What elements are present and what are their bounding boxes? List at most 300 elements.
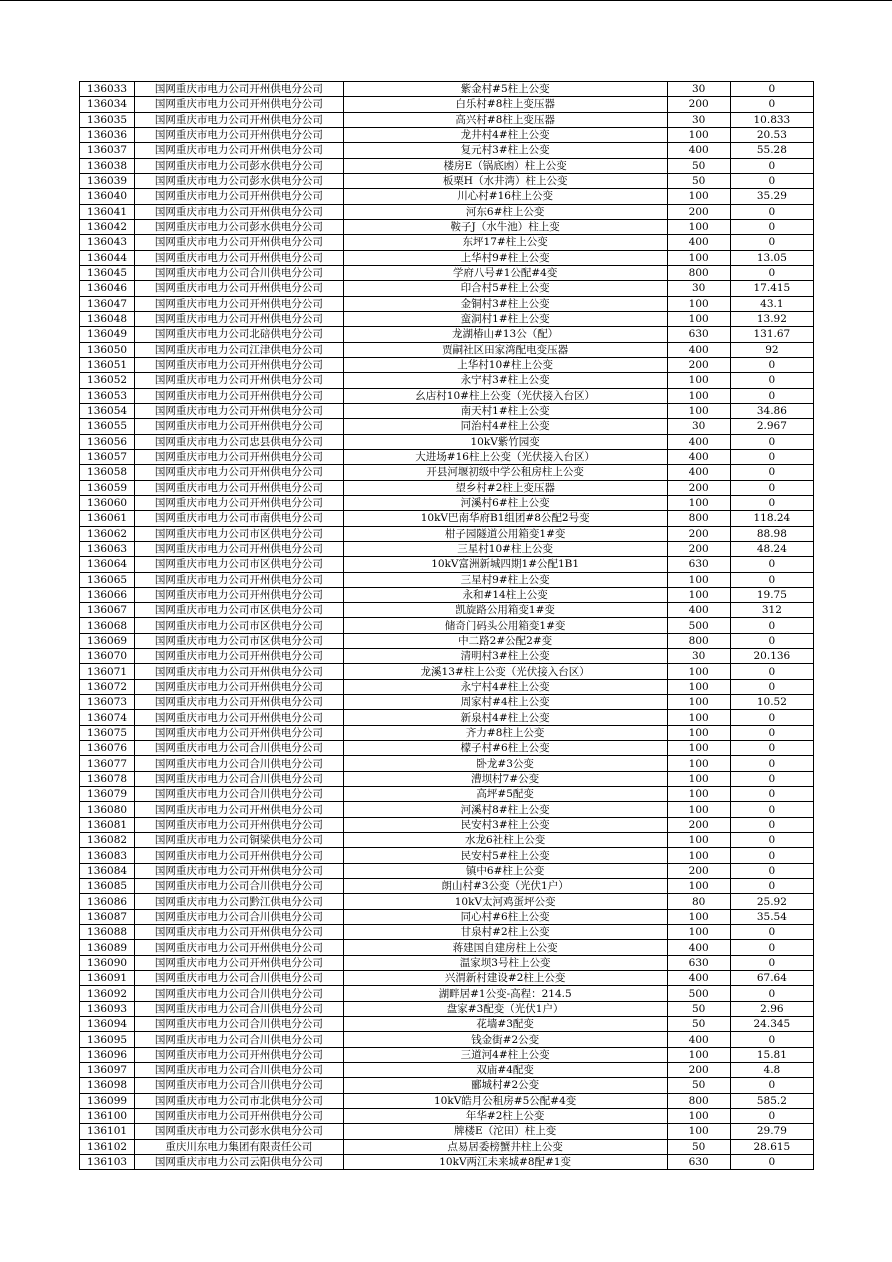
company-cell: 国网重庆市电力公司开州供电分公司 xyxy=(135,97,344,112)
transformer-name-cell: 同治村4#柱上公变 xyxy=(343,419,667,434)
load-cell: 55.28 xyxy=(730,143,813,158)
record-id-cell: 136074 xyxy=(80,710,135,725)
table-row xyxy=(80,173,814,188)
table-row xyxy=(80,664,814,679)
table-row xyxy=(80,250,814,265)
load-cell: 28.615 xyxy=(730,1139,813,1154)
transformer-name-cell: 鞍子J（水牛池）柱上变 xyxy=(343,219,667,234)
transformer-name-cell: 川心村#16柱上公变 xyxy=(343,189,667,204)
load-cell: 0 xyxy=(730,771,813,786)
transformer-name-cell: 温家坝3号柱上公变 xyxy=(343,955,667,970)
transformer-name-cell: 凯旋路公用箱变1#变 xyxy=(343,603,667,618)
record-id-cell: 136100 xyxy=(80,1108,135,1123)
load-cell: 0 xyxy=(730,97,813,112)
table-row xyxy=(80,342,814,357)
table-row xyxy=(80,327,814,342)
table-row xyxy=(80,403,814,418)
company-cell: 国网重庆市电力公司开州供电分公司 xyxy=(135,572,344,587)
capacity-cell: 100 xyxy=(667,127,730,142)
record-id-cell: 136061 xyxy=(80,511,135,526)
transformer-name-cell: 镇中6#柱上公变 xyxy=(343,863,667,878)
record-id-cell: 136064 xyxy=(80,557,135,572)
transformer-name-cell: 南天村1#柱上公变 xyxy=(343,403,667,418)
transformer-name-cell: 龙溪13#柱上公变（光伏接入台区） xyxy=(343,664,667,679)
load-cell: 0 xyxy=(730,173,813,188)
record-id-cell: 136066 xyxy=(80,587,135,602)
load-cell: 0 xyxy=(730,833,813,848)
load-cell: 0 xyxy=(730,204,813,219)
table-row xyxy=(80,373,814,388)
load-cell: 34.86 xyxy=(730,403,813,418)
table-row xyxy=(80,281,814,296)
transformer-name-cell: 储奇门码头公用箱变1#变 xyxy=(343,618,667,633)
table-row xyxy=(80,1139,814,1154)
transformer-name-cell: 河东6#柱上公变 xyxy=(343,204,667,219)
load-cell: 67.64 xyxy=(730,971,813,986)
load-cell: 10.52 xyxy=(730,695,813,710)
load-cell: 48.24 xyxy=(730,541,813,556)
company-cell: 国网重庆市电力公司忠县供电分公司 xyxy=(135,434,344,449)
table-row xyxy=(80,296,814,311)
capacity-cell: 100 xyxy=(667,373,730,388)
table-row xyxy=(80,879,814,894)
capacity-cell: 400 xyxy=(667,940,730,955)
table-row xyxy=(80,679,814,694)
company-cell: 国网重庆市电力公司合川供电分公司 xyxy=(135,265,344,280)
table-row xyxy=(80,434,814,449)
load-cell: 0 xyxy=(730,449,813,464)
record-id-cell: 136099 xyxy=(80,1093,135,1108)
table-row xyxy=(80,1078,814,1093)
capacity-cell: 50 xyxy=(667,1078,730,1093)
transformer-name-cell: 年华#2柱上公变 xyxy=(343,1108,667,1123)
load-cell: 0 xyxy=(730,756,813,771)
transformer-name-cell: 10kV巴南华府B1组团#8公配2号变 xyxy=(343,511,667,526)
company-cell: 国网重庆市电力公司开州供电分公司 xyxy=(135,1047,344,1062)
company-cell: 国网重庆市电力公司彭水供电分公司 xyxy=(135,1124,344,1139)
company-cell: 国网重庆市电力公司开州供电分公司 xyxy=(135,925,344,940)
load-cell: 0 xyxy=(730,1032,813,1047)
record-id-cell: 136102 xyxy=(80,1139,135,1154)
load-cell: 0 xyxy=(730,480,813,495)
load-cell: 0 xyxy=(730,465,813,480)
table-row xyxy=(80,894,814,909)
capacity-cell: 400 xyxy=(667,235,730,250)
table-row xyxy=(80,1001,814,1016)
table-row xyxy=(80,219,814,234)
table-row xyxy=(80,1017,814,1032)
transformer-name-cell: 印合村5#柱上公变 xyxy=(343,281,667,296)
load-cell: 0 xyxy=(730,219,813,234)
table-row xyxy=(80,725,814,740)
capacity-cell: 400 xyxy=(667,971,730,986)
load-cell: 0 xyxy=(730,679,813,694)
company-cell: 国网重庆市电力公司开州供电分公司 xyxy=(135,695,344,710)
capacity-cell: 100 xyxy=(667,1124,730,1139)
table-row xyxy=(80,695,814,710)
table-row xyxy=(80,480,814,495)
company-cell: 国网重庆市电力公司合川供电分公司 xyxy=(135,1032,344,1047)
record-id-cell: 136068 xyxy=(80,618,135,633)
table-row xyxy=(80,495,814,510)
company-cell: 国网重庆市电力公司云阳供电分公司 xyxy=(135,1154,344,1169)
capacity-cell: 400 xyxy=(667,434,730,449)
capacity-cell: 100 xyxy=(667,802,730,817)
table-row xyxy=(80,971,814,986)
record-id-cell: 136075 xyxy=(80,725,135,740)
load-cell: 0 xyxy=(730,940,813,955)
load-cell: 0 xyxy=(730,710,813,725)
table-row xyxy=(80,1108,814,1123)
transformer-name-cell: 三道河4#柱上公变 xyxy=(343,1047,667,1062)
load-cell: 2.967 xyxy=(730,419,813,434)
transformer-name-cell: 蛮洞村1#柱上公变 xyxy=(343,311,667,326)
capacity-cell: 100 xyxy=(667,587,730,602)
transformer-name-cell: 同心村#6柱上公变 xyxy=(343,909,667,924)
table-row xyxy=(80,127,814,142)
company-cell: 国网重庆市电力公司合川供电分公司 xyxy=(135,756,344,771)
table-row xyxy=(80,787,814,802)
transformer-name-cell: 河溪村8#柱上公变 xyxy=(343,802,667,817)
record-id-cell: 136097 xyxy=(80,1063,135,1078)
capacity-cell: 200 xyxy=(667,1063,730,1078)
capacity-cell: 200 xyxy=(667,97,730,112)
capacity-cell: 100 xyxy=(667,909,730,924)
transformer-name-cell: 永宁村4#柱上公变 xyxy=(343,679,667,694)
company-cell: 国网重庆市电力公司开州供电分公司 xyxy=(135,419,344,434)
page-top-rule xyxy=(0,0,892,1)
load-cell: 10.833 xyxy=(730,112,813,127)
load-cell: 0 xyxy=(730,388,813,403)
transformer-name-cell: 蒋建国自建房柱上公变 xyxy=(343,940,667,955)
load-cell: 4.8 xyxy=(730,1063,813,1078)
capacity-cell: 30 xyxy=(667,82,730,97)
load-cell: 20.136 xyxy=(730,649,813,664)
load-cell: 0 xyxy=(730,741,813,756)
table-row xyxy=(80,1047,814,1062)
capacity-cell: 100 xyxy=(667,695,730,710)
load-cell: 0 xyxy=(730,817,813,832)
capacity-cell: 400 xyxy=(667,1032,730,1047)
capacity-cell: 800 xyxy=(667,633,730,648)
company-cell: 国网重庆市电力公司开州供电分公司 xyxy=(135,587,344,602)
record-id-cell: 136098 xyxy=(80,1078,135,1093)
record-id-cell: 136055 xyxy=(80,419,135,434)
record-id-cell: 136085 xyxy=(80,879,135,894)
transformer-name-cell: 甘泉村#2柱上公变 xyxy=(343,925,667,940)
record-id-cell: 136060 xyxy=(80,495,135,510)
transformer-name-cell: 双庙#4配变 xyxy=(343,1063,667,1078)
record-id-cell: 136054 xyxy=(80,403,135,418)
transformer-name-cell: 10kV两江未来城#8配#1变 xyxy=(343,1154,667,1169)
record-id-cell: 136056 xyxy=(80,434,135,449)
record-id-cell: 136040 xyxy=(80,189,135,204)
transformer-name-cell: 漕坝村7#公变 xyxy=(343,771,667,786)
table-row xyxy=(80,1093,814,1108)
transformer-table xyxy=(79,81,814,1170)
load-cell: 118.24 xyxy=(730,511,813,526)
company-cell: 国网重庆市电力公司合川供电分公司 xyxy=(135,787,344,802)
company-cell: 国网重庆市电力公司市区供电分公司 xyxy=(135,557,344,572)
capacity-cell: 100 xyxy=(667,879,730,894)
record-id-cell: 136063 xyxy=(80,541,135,556)
load-cell: 0 xyxy=(730,82,813,97)
company-cell: 国网重庆市电力公司开州供电分公司 xyxy=(135,250,344,265)
transformer-name-cell: 上华村10#柱上公变 xyxy=(343,357,667,372)
table-row xyxy=(80,633,814,648)
company-cell: 国网重庆市电力公司开州供电分公司 xyxy=(135,725,344,740)
table-row xyxy=(80,833,814,848)
capacity-cell: 100 xyxy=(667,572,730,587)
transformer-name-cell: 复元村3#柱上公变 xyxy=(343,143,667,158)
capacity-cell: 200 xyxy=(667,357,730,372)
company-cell: 国网重庆市电力公司开州供电分公司 xyxy=(135,127,344,142)
company-cell: 国网重庆市电力公司开州供电分公司 xyxy=(135,817,344,832)
company-cell: 国网重庆市电力公司铜梁供电分公司 xyxy=(135,833,344,848)
company-cell: 国网重庆市电力公司合川供电分公司 xyxy=(135,1017,344,1032)
table-row xyxy=(80,419,814,434)
load-cell: 25.92 xyxy=(730,894,813,909)
record-id-cell: 136077 xyxy=(80,756,135,771)
company-cell: 国网重庆市电力公司江津供电分公司 xyxy=(135,342,344,357)
transformer-name-cell: 紫金村#5柱上公变 xyxy=(343,82,667,97)
record-id-cell: 136094 xyxy=(80,1017,135,1032)
load-cell: 92 xyxy=(730,342,813,357)
load-cell: 0 xyxy=(730,618,813,633)
record-id-cell: 136103 xyxy=(80,1154,135,1169)
company-cell: 国网重庆市电力公司合川供电分公司 xyxy=(135,1001,344,1016)
capacity-cell: 100 xyxy=(667,710,730,725)
capacity-cell: 30 xyxy=(667,649,730,664)
load-cell: 29.79 xyxy=(730,1124,813,1139)
company-cell: 国网重庆市电力公司市区供电分公司 xyxy=(135,603,344,618)
transformer-name-cell: 幺店村10#柱上公变（光伏接入台区） xyxy=(343,388,667,403)
load-cell: 19.75 xyxy=(730,587,813,602)
company-cell: 国网重庆市电力公司市区供电分公司 xyxy=(135,526,344,541)
transformer-name-cell: 龙井村4#柱上公变 xyxy=(343,127,667,142)
capacity-cell: 800 xyxy=(667,511,730,526)
load-cell: 88.98 xyxy=(730,526,813,541)
capacity-cell: 630 xyxy=(667,955,730,970)
load-cell: 0 xyxy=(730,633,813,648)
company-cell: 国网重庆市电力公司开州供电分公司 xyxy=(135,373,344,388)
capacity-cell: 30 xyxy=(667,419,730,434)
transformer-name-cell: 湖畔居#1公变-高程：214.5 xyxy=(343,986,667,1001)
company-cell: 国网重庆市电力公司市南供电分公司 xyxy=(135,511,344,526)
load-cell: 0 xyxy=(730,265,813,280)
load-cell: 0 xyxy=(730,1154,813,1169)
capacity-cell: 630 xyxy=(667,327,730,342)
capacity-cell: 100 xyxy=(667,1108,730,1123)
company-cell: 国网重庆市电力公司市区供电分公司 xyxy=(135,633,344,648)
table-row xyxy=(80,1063,814,1078)
table-row xyxy=(80,1032,814,1047)
record-id-cell: 136082 xyxy=(80,833,135,848)
record-id-cell: 136091 xyxy=(80,971,135,986)
capacity-cell: 500 xyxy=(667,618,730,633)
load-cell: 0 xyxy=(730,158,813,173)
transformer-name-cell: 永宁村3#柱上公变 xyxy=(343,373,667,388)
capacity-cell: 500 xyxy=(667,986,730,1001)
record-id-cell: 136039 xyxy=(80,173,135,188)
table-row xyxy=(80,465,814,480)
transformer-name-cell: 清明村3#柱上公变 xyxy=(343,649,667,664)
company-cell: 国网重庆市电力公司开州供电分公司 xyxy=(135,357,344,372)
transformer-name-cell: 朗山村#3公变（光伏1户） xyxy=(343,879,667,894)
table-row xyxy=(80,449,814,464)
company-cell: 国网重庆市电力公司市区供电分公司 xyxy=(135,618,344,633)
transformer-name-cell: 高兴村#8柱上变压器 xyxy=(343,112,667,127)
transformer-name-cell: 民安村5#柱上公变 xyxy=(343,848,667,863)
record-id-cell: 136090 xyxy=(80,955,135,970)
transformer-name-cell: 10kV紫竹园变 xyxy=(343,434,667,449)
transformer-table-body xyxy=(80,82,814,1170)
record-id-cell: 136046 xyxy=(80,281,135,296)
company-cell: 国网重庆市电力公司合川供电分公司 xyxy=(135,1078,344,1093)
load-cell: 0 xyxy=(730,879,813,894)
table-row xyxy=(80,741,814,756)
company-cell: 国网重庆市电力公司开州供电分公司 xyxy=(135,465,344,480)
load-cell: 0 xyxy=(730,848,813,863)
transformer-name-cell: 望乡村#2柱上变压器 xyxy=(343,480,667,495)
table-row xyxy=(80,618,814,633)
table-row xyxy=(80,817,814,832)
record-id-cell: 136072 xyxy=(80,679,135,694)
load-cell: 13.92 xyxy=(730,311,813,326)
transformer-name-cell: 牌楼E（沱田）柱上变 xyxy=(343,1124,667,1139)
table-row xyxy=(80,112,814,127)
company-cell: 国网重庆市电力公司彭水供电分公司 xyxy=(135,219,344,234)
capacity-cell: 100 xyxy=(667,741,730,756)
record-id-cell: 136096 xyxy=(80,1047,135,1062)
record-id-cell: 136045 xyxy=(80,265,135,280)
transformer-name-cell: 周家村#4柱上公变 xyxy=(343,695,667,710)
table-row xyxy=(80,541,814,556)
load-cell: 13.05 xyxy=(730,250,813,265)
company-cell: 国网重庆市电力公司开州供电分公司 xyxy=(135,649,344,664)
capacity-cell: 50 xyxy=(667,1001,730,1016)
load-cell: 20.53 xyxy=(730,127,813,142)
capacity-cell: 400 xyxy=(667,143,730,158)
transformer-name-cell: 民安村3#柱上公变 xyxy=(343,817,667,832)
capacity-cell: 100 xyxy=(667,679,730,694)
record-id-cell: 136035 xyxy=(80,112,135,127)
transformer-name-cell: 上华村9#柱上公变 xyxy=(343,250,667,265)
capacity-cell: 30 xyxy=(667,281,730,296)
transformer-name-cell: 郦城村#2公变 xyxy=(343,1078,667,1093)
record-id-cell: 136088 xyxy=(80,925,135,940)
capacity-cell: 50 xyxy=(667,173,730,188)
transformer-name-cell: 檬子村#6柱上公变 xyxy=(343,741,667,756)
capacity-cell: 400 xyxy=(667,465,730,480)
table-row xyxy=(80,710,814,725)
record-id-cell: 136070 xyxy=(80,649,135,664)
record-id-cell: 136079 xyxy=(80,787,135,802)
record-id-cell: 136073 xyxy=(80,695,135,710)
capacity-cell: 400 xyxy=(667,449,730,464)
load-cell: 585.2 xyxy=(730,1093,813,1108)
transformer-name-cell: 永和#14柱上公变 xyxy=(343,587,667,602)
company-cell: 国网重庆市电力公司开州供电分公司 xyxy=(135,403,344,418)
company-cell: 国网重庆市电力公司开州供电分公司 xyxy=(135,940,344,955)
load-cell: 0 xyxy=(730,557,813,572)
transformer-name-cell: 高坪#5配变 xyxy=(343,787,667,802)
record-id-cell: 136036 xyxy=(80,127,135,142)
transformer-name-cell: 开县河堰初级中学公租房柱上公变 xyxy=(343,465,667,480)
load-cell: 0 xyxy=(730,802,813,817)
company-cell: 国网重庆市电力公司彭水供电分公司 xyxy=(135,158,344,173)
capacity-cell: 100 xyxy=(667,296,730,311)
company-cell: 国网重庆市电力公司合川供电分公司 xyxy=(135,879,344,894)
record-id-cell: 136051 xyxy=(80,357,135,372)
table-row xyxy=(80,756,814,771)
company-cell: 国网重庆市电力公司合川供电分公司 xyxy=(135,971,344,986)
table-row xyxy=(80,572,814,587)
transformer-name-cell: 楼房E（锅底凼）柱上公变 xyxy=(343,158,667,173)
table-row xyxy=(80,357,814,372)
record-id-cell: 136048 xyxy=(80,311,135,326)
company-cell: 国网重庆市电力公司合川供电分公司 xyxy=(135,1063,344,1078)
company-cell: 国网重庆市电力公司开州供电分公司 xyxy=(135,296,344,311)
company-cell: 国网重庆市电力公司市北供电分公司 xyxy=(135,1093,344,1108)
load-cell: 0 xyxy=(730,787,813,802)
record-id-cell: 136083 xyxy=(80,848,135,863)
capacity-cell: 200 xyxy=(667,863,730,878)
record-id-cell: 136052 xyxy=(80,373,135,388)
transformer-name-cell: 东坪17#柱上公变 xyxy=(343,235,667,250)
capacity-cell: 100 xyxy=(667,388,730,403)
transformer-name-cell: 齐力#8柱上公变 xyxy=(343,725,667,740)
company-cell: 国网重庆市电力公司开州供电分公司 xyxy=(135,955,344,970)
load-cell: 17.415 xyxy=(730,281,813,296)
load-cell: 35.29 xyxy=(730,189,813,204)
capacity-cell: 100 xyxy=(667,219,730,234)
load-cell: 0 xyxy=(730,357,813,372)
company-cell: 国网重庆市电力公司开州供电分公司 xyxy=(135,863,344,878)
record-id-cell: 136095 xyxy=(80,1032,135,1047)
transformer-name-cell: 10kV皓月公租房#5公配#4变 xyxy=(343,1093,667,1108)
company-cell: 国网重庆市电力公司开州供电分公司 xyxy=(135,710,344,725)
company-cell: 国网重庆市电力公司开州供电分公司 xyxy=(135,449,344,464)
capacity-cell: 800 xyxy=(667,265,730,280)
capacity-cell: 630 xyxy=(667,1154,730,1169)
table-row xyxy=(80,649,814,664)
transformer-name-cell: 柑子园隧道公用箱变1#变 xyxy=(343,526,667,541)
table-row xyxy=(80,1124,814,1139)
record-id-cell: 136053 xyxy=(80,388,135,403)
company-cell: 国网重庆市电力公司合川供电分公司 xyxy=(135,909,344,924)
record-id-cell: 136087 xyxy=(80,909,135,924)
company-cell: 国网重庆市电力公司开州供电分公司 xyxy=(135,281,344,296)
record-id-cell: 136059 xyxy=(80,480,135,495)
table-row xyxy=(80,158,814,173)
capacity-cell: 50 xyxy=(667,158,730,173)
company-cell: 国网重庆市电力公司黔江供电分公司 xyxy=(135,894,344,909)
record-id-cell: 136093 xyxy=(80,1001,135,1016)
company-cell: 国网重庆市电力公司开州供电分公司 xyxy=(135,204,344,219)
load-cell: 131.67 xyxy=(730,327,813,342)
company-cell: 国网重庆市电力公司开州供电分公司 xyxy=(135,82,344,97)
table-row xyxy=(80,986,814,1001)
company-cell: 国网重庆市电力公司开州供电分公司 xyxy=(135,495,344,510)
table-row xyxy=(80,1154,814,1169)
table-row xyxy=(80,557,814,572)
table-row xyxy=(80,587,814,602)
company-cell: 国网重庆市电力公司合川供电分公司 xyxy=(135,986,344,1001)
record-id-cell: 136071 xyxy=(80,664,135,679)
record-id-cell: 136078 xyxy=(80,771,135,786)
transformer-name-cell: 中二路2#公配2#变 xyxy=(343,633,667,648)
